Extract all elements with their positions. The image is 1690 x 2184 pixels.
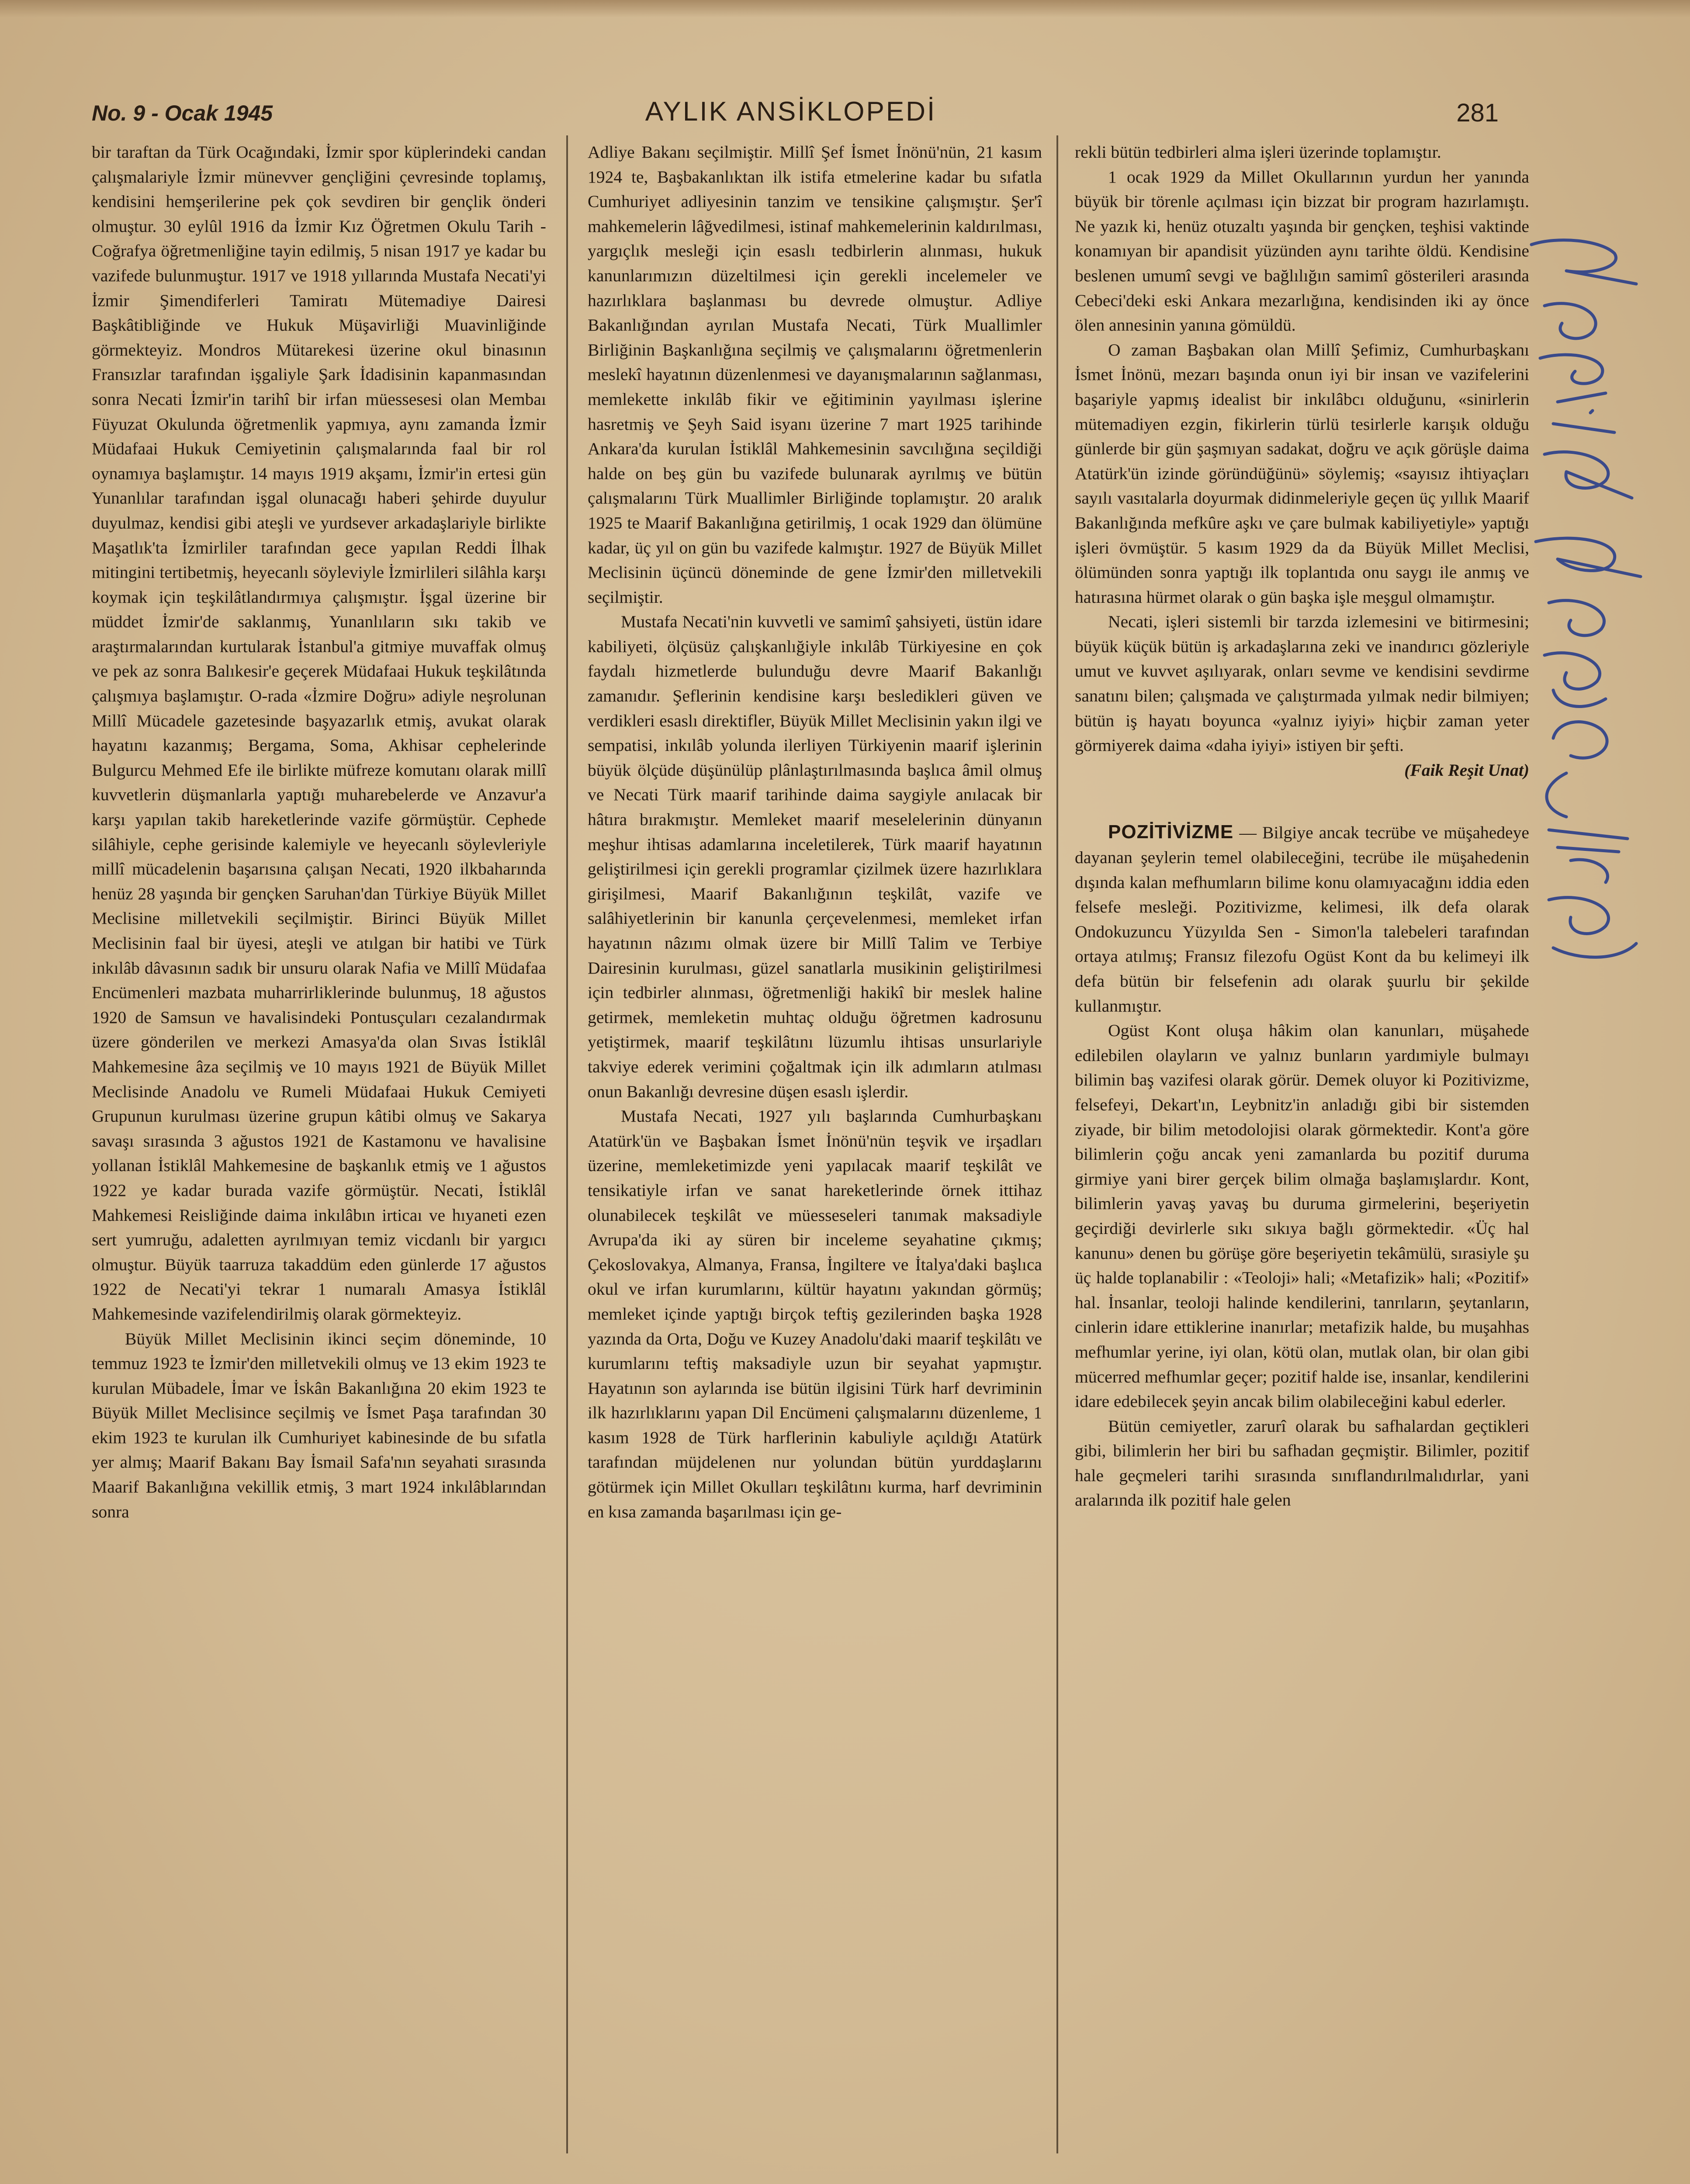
- paragraph: Büyük Millet Meclisinin ikinci seçim döneminde, 10 temmuz 1923 te İzmir'den milletvekili olmuş ve 13 ekim 1923 te kurulan Mübadele, İmar ve İskân Bakanlığına 20 ekim 1923 te Büyük Millet Meclisince seçilmiş ve İsmet Paşa tarafından 30 ekim 1923 te kurulan ilk Cumhuriyet kabinesinde de bu sıfatla yer almış; Maarif Bakanı Bay İsmail Safa'nın seyahati sırasında Maarif Bakanlığına vekillik etmiş, 3 mart 1924 inkılâblarından sonra: [92, 1329, 546, 1521]
- page-number: 281: [1456, 99, 1499, 127]
- column-2: [588, 140, 1042, 2105]
- publication-title: AYLIK ANSİKLOPEDİ: [645, 97, 937, 127]
- paragraph: Ogüst Kont oluşa hâkim olan kanunları, müşahede edilebilen olayların ve yalnız bunların yardımiyle bulmayı bilimin baş vazifesi olarak görür. Demek oluyor ki Pozitivizme, felsefeyi, Dekart'ın, Leybnitz'in anladığı gibi bir sistemden ziyade, bir bilim metodolojisi olarak görmektedir. Kont'a göre bilimlerin çoğu ancak yeni zamanlarda bu pozitif duruma girmiye yani birer gerçek bilim olmağa başlamışlardır. Kont, bilimlerin yavaş yavaş bu duruma girmelerini, beşeriyetin geçirdiği devirlerle sıkı sıkıya bağlı görmektedir. «Üç hal kanunu» denen bu görüşe göre beşeriyetin tekâmülü, sırasiyle şu üç halde toplanabilir : «Teoloji» hali; «Metafizik» hali; «Pozitif» hal. İnsanlar, teoloji halinde kendilerini, tanrıların, şeytanların, cinlerin idare ettiklerine inanırlar; metafizik halde, bu muşahhas mefhumlar yerine, iyi olan, kötü olan, mutlak olan, bir olan gibi mücerred mefhumlar geçer; pozitif halde ise, insanlar, kendilerini idare edebilecek şeyin ancak bilim olabileceğini kabul ederler.: [1075, 1021, 1529, 1411]
- author-signature: (Faik Reşit Unat): [1404, 760, 1529, 780]
- column-divider-2: [1056, 135, 1058, 2153]
- issue-info: No. 9 - Ocak 1945: [92, 101, 273, 125]
- paragraph: bir taraftan da Türk Ocağındaki, İzmir spor küplerindeki candan çalışmalariyle İzmir münevver gençliğini çevresinde toplamış, kendisini hemşerilerine pek çok sevdiren bir gençlik önderi olmuştur. 30 eylûl 1916 da İzmir Kız Öğretmen Okulu Tarih - Coğrafya öğretmenliğine tayin edilmiş, 5 nisan 1917 ye kadar bu vazifede bulunmuştur. 1917 ve 1918 yıllarında Mustafa Necati'yi İzmir Şimendiferleri Tamiratı Mütemadiye Dairesi Başkâtibliğinde ve Hukuk Müşavirliği Muavinliğinde görmekteyiz. Mondros Mütarekesi üzerine okul binasının Fransızlar tarafından işgaliyle Şark İdadisinin kapanmasından sonra Necati İzmir'in tarihî bir irfan müessesesi olan Membaı Füyuzat Okulunda öğretmenlik yapmıya, aynı zamanda İzmir Müdafaai Hukuk Cemiyetinin çalışmalarında faal bir rol oynamıya başlamıştır. 14 mayıs 1919 akşamı, İzmir'in ertesi gün Yunanlılar tarafından işgal olunacağı haberi şehirde duyulur duyulmaz, kendisi gibi ateşli ve yurdsever arkadaşlariyle birlikte Maşatlık'ta İzmirliler tarafından gece yapılan Reddi İlhak mitingini tertibetmiş, heyecanlı söyleviyle İzmirlileri silâhla karşı koymak için teşkilâtlandırmıya çalışmıştır. İşgal üzerine bir müddet İzmir'de saklanmış, Yunanlıların sıkı takib ve araştırmalarından kurtularak İstanbul'a gitmiye muvaffak olmuş ve pek az sonra Balıkesir'e geçerek Müdafaai Hukuk teşkilâtında çalışmıya başlamıştır. O-rada «İzmire Doğru» adiyle neşrolunan Millî Mücadele gazetesinde başyazarlık etmiş, avukat olarak hayatını kazanmış; Bergama, Soma, Akhisar cephelerinde Bulgurcu Mehmed Efe ile birlikte müfreze komutanı olarak millî kuvvetlerin düşmanlarla yaptığı muharebelerde ve Anzavur'a karşı yapılan takib hareketlerinde vazife görmüştür. Cephede silâhiyle, cephe gerisinde kalemiyle ve heyecanlı söylevleriyle millî mücadelenin başarısına çalışan Necati, 1920 ilkbaharında henüz 28 yaşında bir gençken Saruhan'dan Türkiye Büyük Millet Meclisine milletvekili seçilmiştir. Birinci Büyük Millet Meclisinin faal bir üyesi, ateşli ve atılgan bir hatibi ve Türk inkılâb dâvasının sadık bir unsuru olarak Nafia ve Millî Müdafaa Encümenleri mazbata muharrirliklerinde bulunmuş, 18 ağustos 1920 de Samsun ve havalisindeki Pontusçuları cezalandırmak üzere gönderilen ve merkezi Amasya'da olan Sıvas İstiklâl Mahkemesine âza seçilmiş ve 10 mayıs 1921 de Büyük Millet Meclisinde Anadolu ve Rumeli Müdafaai Hukuk Cemiyeti Grupunun kurulması üzerine grupun kâtibi olmuş ve Sakarya savaşı sırasında 3 ağustos 1921 de Kastamonu ve havalisine yollanan İstiklâl Mahkemesine de başkanlık etmiş ve 1 ağustos 1922 ye kadar burada vazife görmüştür. Necati, İstiklâl Mahkemesi Reisliğinde daima inkılâbın irticaı ve hıyaneti ezen sert yumruğu, adaletten ayrılmıyan temiz vicdanlı bir yargıcı olmuştur. Büyük taarruza takaddüm eden günlerde 17 ağustos 1922 de Necati'yi tekrar 1 numaralı Amasya İstiklâl Mahkemesinde vazifelendirilmiş olarak görmekteyiz.: [92, 142, 546, 1324]
- paragraph: Mustafa Necati'nin kuvvetli ve samimî şahsiyeti, üstün idare kabiliyeti, ölçüsüz çalışkanlığiyle inkılâb Türkiyesine en çok faydalı hizmetlerde bulunduğu devre Maarif Bakanlığı zamanıdır. Şeflerinin kendisine karşı besledikleri güven ve verdikleri esaslı direktifler, Büyük Millet Meclisinin yakın ilgi ve sempatisi, inkılâb yolunda ilerliyen Türkiyenin maarif işlerinin büyük ölçüde düşünülüp plânlaştırılmasında başlıca âmil olmuş ve Necati Türk maarif tarihinde daima saygiyle anılacak bir hâtıra bırakmıştır. Memleket maarif meselelerinin dünyanın meşhur ihtisas adamlarına inceletilerek, Türk maarif hayatının geliştirilmesi için gerekli programlar çizilmek üzere hazırlıklara girişilmesi, Maarif Bakanlığının teşkilât, vazife ve salâhiyetlerinin bir kanunla çerçevelenmesi, memleket irfan hayatının nâzımı olmak üzere bir Millî Talim ve Terbiye Dairesinin kurulması, güzel sanatlarla musikinin geliştirilmesi için tedbirler alınması, öğretmenliği hakikî bir meslek haline getirmek, memleketin muhtaç olduğu öğretmen kadrosunu yetiştirmek, maarif teşkilâtını lüzumlu ihtisas unsurlariyle takviye ederek verimini çoğaltmak için ilk adımların atılması onun Bakanlığı devresine düşen esaslı işlerdir.: [588, 612, 1042, 1101]
- handwriting-drawing: [1505, 227, 1671, 992]
- paragraph: Necati, işleri sistemli bir tarzda izlemesini ve bitirmesini; büyük küçük bütün iş arkadaşlarına zeki ve inandırıcı gözleriyle umut ve kuvvet aşılıyarak, onları sevme ve kendisini sevdirme sanatını bilen; çalışmada ve çalıştırmada yılmak nedir bilmiyen; bütün iş hayatı boyunca «yalnız iyiyi» hiçbir zaman yeter görmiyerek daima «daha iyiyi» istiyen bir şefti.: [1075, 612, 1529, 755]
- paragraph: Mustafa Necati, 1927 yılı başlarında Cumhurbaşkanı Atatürk'ün ve Başbakan İsmet İnönü'nün teşvik ve irşadları üzerine, memleketimizde yeni yapılacak maarif teşkilât ve tensikatiyle irfan ve sanat hareketlerinde örnek ittihaz olunabilecek teşkilât ve müesseseleri tanımak maksadiyle Avrupa'da iki ay süren bir inceleme seyahatine çıkmış; Çekoslovakya, Almanya, Fransa, İngiltere ve İtalya'daki başlıca okul ve irfan kurumlarını, kültür hayatını yakından görmüş; memleket içinde yaptığı birçok teftiş gezilerinden başka 1928 yazında da Orta, Doğu ve Kuzey Anadolu'daki maarif teşkilâtı ve kurumlarını teftiş maksadiyle uzun bir seyahat yapmıştır. Hayatının son aylarında ise bütün ilgisini Türk harf devriminin ilk hazırlıklarını yapan Dil Encümeni çalışmalarını düzenleme, 1 kasım 1928 de Türk harflerinin kabuliyle açıldığı Atatürk tarafından müjdelenen nur yolundan bütün yurddaşlarını götürmek için Millet Okulları teşkilâtını kurma, harf devriminin en kısa zamanda başarılması için ge-: [588, 1106, 1042, 1521]
- paragraph: 1 ocak 1929 da Millet Okullarının yurdun her yanında büyük bir törenle açılması için bizzat bir program hazırlamıştı. Ne yazık ki, henüz otuzaltı yaşında bir gençken, teşhisi vaktinde konamıyan bir apandisit yüzünden aynı tarihte öldü. Kendisine beslenen umumî sevgi ve bağlılığın samimî gösterileri arasında Cebeci'deki eski Ankara mezarlığına, kendisinden iki ay önce ölen annesinin yanına gömüldü.: [1075, 167, 1529, 335]
- paragraph: rekli bütün tedbirleri alma işleri üzerinde toplamıştır.: [1075, 142, 1441, 162]
- handwritten-annotation: [1505, 227, 1671, 992]
- paragraph: Adliye Bakanı seçilmiştir. Millî Şef İsmet İnönü'nün, 21 kasım 1924 te, Başbakanlıktan ilk istifa etmelerine kadar bu sıfatla Cumhuriyet adliyesinin tanzim ve tensikine çalışmıştır. Şer'î mahkemelerin lâğvedilmesi, istinaf mahkemelerinin kaldırılması, yargıçlık mesleği için esaslı tedbirlerin alınması, hukuk kanunlarımızın düzeltilmesi için gerekli incelemeler ve hazırlıklara başlanması bu devrede olmuştur. Adliye Bakanlığından ayrılan Mustafa Necati, Türk Muallimler Birliğinin Başkanlığına seçilmiş ve çalışmalarını öğretmenlerin meslekî hayatının düzenlenmesi ve dayanışmalarının sağlanması, memlekette inkılâb fikir ve eğitiminin yayılması işlerine hasretmiş ve Şeyh Said isyanı üzerine 7 mart 1925 tarihinde Ankara'da kurulan İstiklâl Mahkemesinin savcılığına seçildiği halde on beş gün bu vazifede bulunarak ayrılmış ve bütün çalışmalarını Türk Muallimler Birliğinde toplamıştır. 20 aralık 1925 te Maarif Bakanlığına getirilmiş, 1 ocak 1929 dan ölümüne kadar, üç yıl on gün bu vazifede kalmıştır. 1927 de Büyük Millet Meclisinin üçüncü döneminde de gene İzmir'den milletvekili seçilmiştir.: [588, 142, 1042, 607]
- column-divider-1: [566, 135, 568, 2153]
- column-1: [92, 140, 546, 2105]
- page-header: [92, 87, 1499, 140]
- paragraph: O zaman Başbakan olan Millî Şefimiz, Cumhurbaşkanı İsmet İnönü, mezarı başında onun iyi bir insan ve vazifelerini başariyle yapmış idealist bir inkılâbcı olduğunu, «sinirlerin mütemadiyen ezgin, fikirlerin türlü tesirlerle karışık olduğu günlerde bir gün şaşmıyan sadakat, doğru ve açık görüşle daima Atatürk'ün izinde göründüğünü» söylemiş; «sayısız ihtiyaçları sayılı vasıtalarla doyurmak didinmeleriyle geçen üç yıllık Maarif Bakanlığında mefkûre aşkı ve çare bulmak kabiliyetiyle» yaptığı işleri övmüştür. 5 kasım 1929 da da Büyük Millet Meclisi, ölümünden sonra yaptığı ilk toplantıda onu saygı ile anmış ve hatırasına hürmet olarak o gün başka işle meşgul olmamıştır.: [1075, 340, 1529, 607]
- paragraph: Bütün cemiyetler, zarurî olarak bu safhalardan geçtikleri gibi, bilimlerin her biri bu safhadan geçmiştir. Bilimler, pozitif hale geçmeleri tarihi sırasında sınıflandırılmalıdırlar, yani aralarında ilk pozitif hale gelen: [1075, 1416, 1529, 1510]
- column-3: [1075, 140, 1529, 2105]
- entry-separator: [1075, 782, 1529, 820]
- entry-definition: Bilgiye ancak tecrübe ve müşahedeye dayanan şeylerin temel olabileceğini, tecrübe ile müşahedenin dışında kalan mefhumların bilime konu olamıyacağını iddia eden felsefe mesleği. Pozitivizme, kelimesi, ilk defa olarak Ondokuzuncu Yüzyılda Sen - Simon'la talebeleri tarafından ortaya atılmış; Fransız filezofu Ogüst Kont da bu kelimeyi ilk defa bütün bir felsefenin adı olarak şuurlu bir şekilde kullanmıştır.: [1075, 823, 1529, 1016]
- entry-dash: —: [1239, 823, 1257, 843]
- entry-lead-paragraph: [1075, 820, 1529, 1018]
- entry-title: POZİTİVİZME: [1108, 821, 1234, 843]
